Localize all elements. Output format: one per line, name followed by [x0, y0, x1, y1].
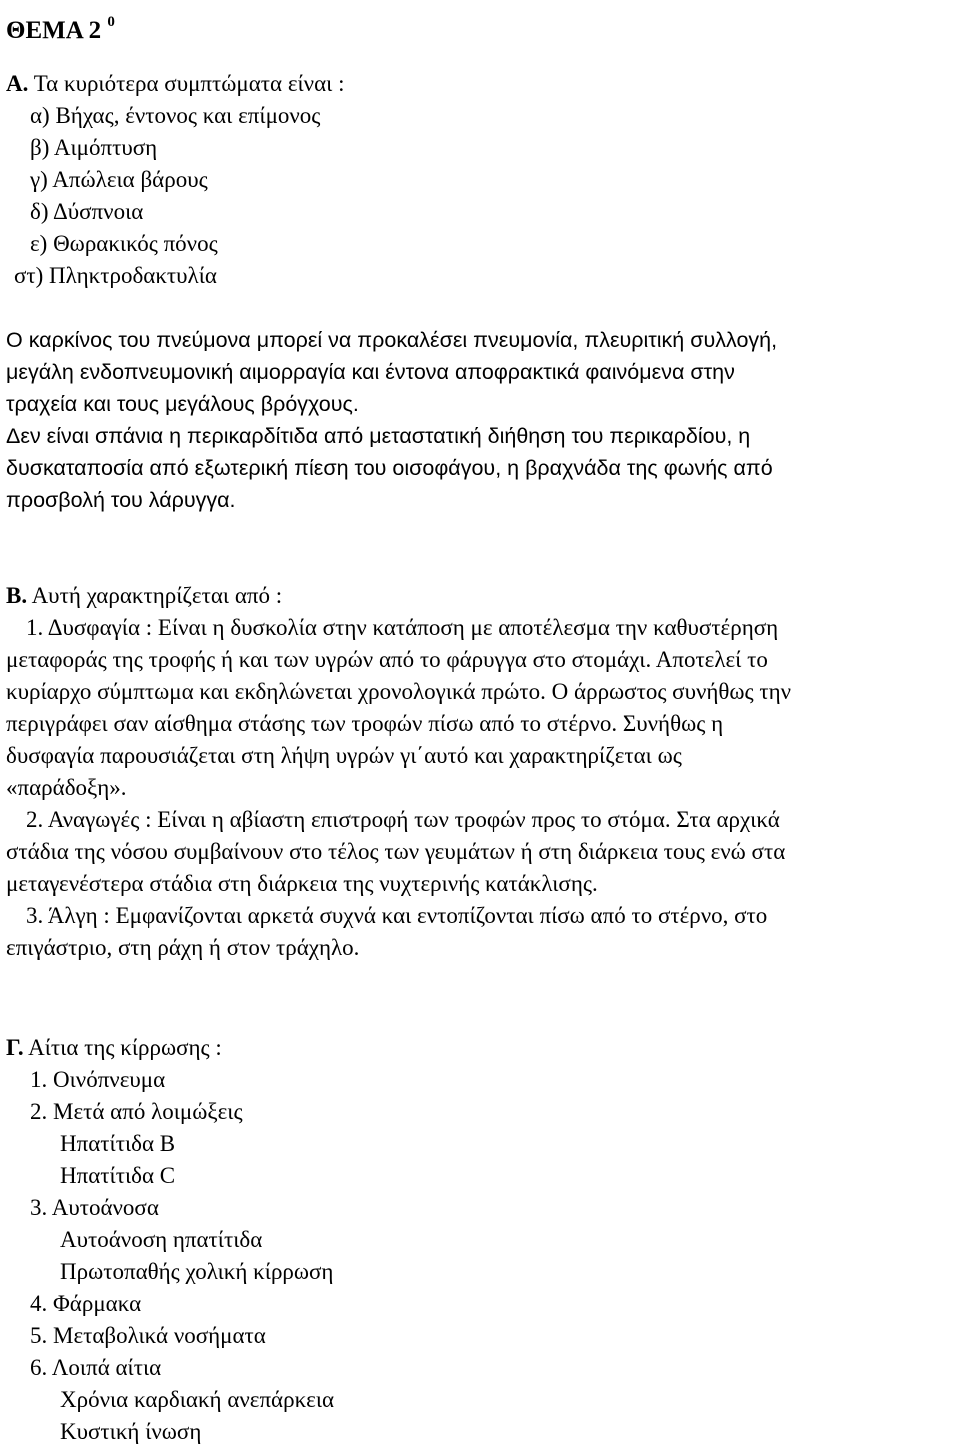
symptom-item: στ) Πληκτροδακτυλία [14, 263, 217, 288]
symptom-item: δ) Δύσπνοια [30, 199, 144, 224]
symptom-item: β) Αιμόπτυση [30, 135, 158, 160]
paragraph-line: «παράδοξη». [6, 775, 127, 800]
section-b-heading [6, 580, 791, 612]
section-c [6, 1032, 334, 1448]
list-item: 4. Φάρμακα [30, 1291, 142, 1316]
paragraph-line: μεγάλη ενδοπνευμονική αιμορραγία και έντονα αποφρακτικά φαινόμενα στην [6, 360, 735, 384]
title-text: ΘΕΜΑ 2 [6, 17, 102, 44]
section-a-paragraph-1 [6, 324, 777, 516]
section-a-heading [6, 68, 344, 100]
page-title [6, 6, 115, 47]
paragraph-line: επιγάστριο, στη ράχη ή στον τράχηλο. [6, 935, 360, 960]
symptom-item: α) Βήχας, έντονος και επίμονος [30, 103, 321, 128]
symptom-item: ε) Θωρακικός πόνος [30, 231, 218, 256]
paragraph-line: 3. Άλγη : Εμφανίζονται αρκετά συχνά και εντοπίζονται πίσω από το στέρνο, στο [26, 903, 768, 928]
list-item: Ηπατίτιδα Β [60, 1131, 176, 1156]
list-item: Κυστική ίνωση [60, 1419, 202, 1444]
section-b-label: Β. [6, 583, 28, 608]
paragraph-line: 2. Αναγωγές : Είναι η αβίαστη επιστροφή των τροφών προς το στόμα. Στα αρχικά [26, 807, 780, 832]
list-item: 2. Μετά από λοιμώξεις [30, 1099, 243, 1124]
list-item: Ηπατίτιδα C [60, 1163, 176, 1188]
section-a [6, 68, 344, 292]
section-a-heading-text: Τα κυριότερα συμπτώματα είναι : [28, 71, 345, 96]
paragraph-line: Ο καρκίνος του πνεύμονα μπορεί να προκαλέσει πνευμονία, πλευριτική συλλογή, [6, 328, 778, 352]
paragraph-line: μεταγενέστερα στάδια στη διάρκεια της νυχτερινής κατάκλισης. [6, 871, 598, 896]
paragraph-line: κυρίαρχο σύμπτωμα και εκδηλώνεται χρονολογικά πρώτο. Ο άρρωστος συνήθως την [6, 679, 792, 704]
paragraph-line: στάδια της νόσου συμβαίνουν στο τέλος των γευμάτων ή στη διάρκεια τους ενώ στα [6, 839, 786, 864]
list-item: 5. Μεταβολικά νοσήματα [30, 1323, 266, 1348]
paragraph-line: 1. Δυσφαγία : Είναι η δυσκολία στην κατάποση με αποτέλεσμα την καθυστέρηση [26, 615, 779, 640]
paragraph-line: δυσκαταποσία από εξωτερική πίεση του οισοφάγου, η βραχνάδα της φωνής από [6, 456, 773, 480]
symptom-item: γ) Απώλεια βάρους [30, 167, 208, 192]
list-item: 3. Αυτοάνοσα [30, 1195, 159, 1220]
paragraph-line: Δεν είναι σπάνια η περικαρδίτιδα από μεταστατική διήθηση του περικαρδίου, η [6, 424, 751, 448]
section-a-label: Α. [6, 71, 29, 96]
section-c-heading-text: Αίτια της κίρρωσης : [23, 1035, 222, 1060]
title-superscript: 0 [107, 14, 115, 30]
section-b-heading-text: Αυτή χαρακτηρίζεται από : [27, 583, 283, 608]
paragraph-line: προσβολή του λάρυγγα. [6, 488, 236, 512]
paragraph-line: περιγράφει σαν αίσθημα στάσης των τροφών πίσω από το στέρνο. Συνήθως η [6, 711, 724, 736]
list-item: Αυτοάνοση ηπατίτιδα [60, 1227, 263, 1252]
list-item: 1. Οινόπνευμα [30, 1067, 166, 1092]
section-c-label: Γ. [6, 1035, 24, 1060]
section-b [6, 580, 791, 964]
list-item: 6. Λοιπά αίτια [30, 1355, 162, 1380]
list-item: Πρωτοπαθής χολική κίρρωση [60, 1259, 334, 1284]
list-item: Χρόνια καρδιακή ανεπάρκεια [60, 1387, 335, 1412]
paragraph-line: μεταφοράς της τροφής ή και των υγρών από το φάρυγγα στο στομάχι. Αποτελεί το [6, 647, 768, 672]
paragraph-line: τραχεία και τους μεγάλους βρόγχους. [6, 392, 359, 416]
section-c-heading [6, 1032, 334, 1064]
paragraph-line: δυσφαγία παρουσιάζεται στη λήψη υγρών γι΄αυτό και χαρακτηρίζεται ως [6, 743, 682, 768]
